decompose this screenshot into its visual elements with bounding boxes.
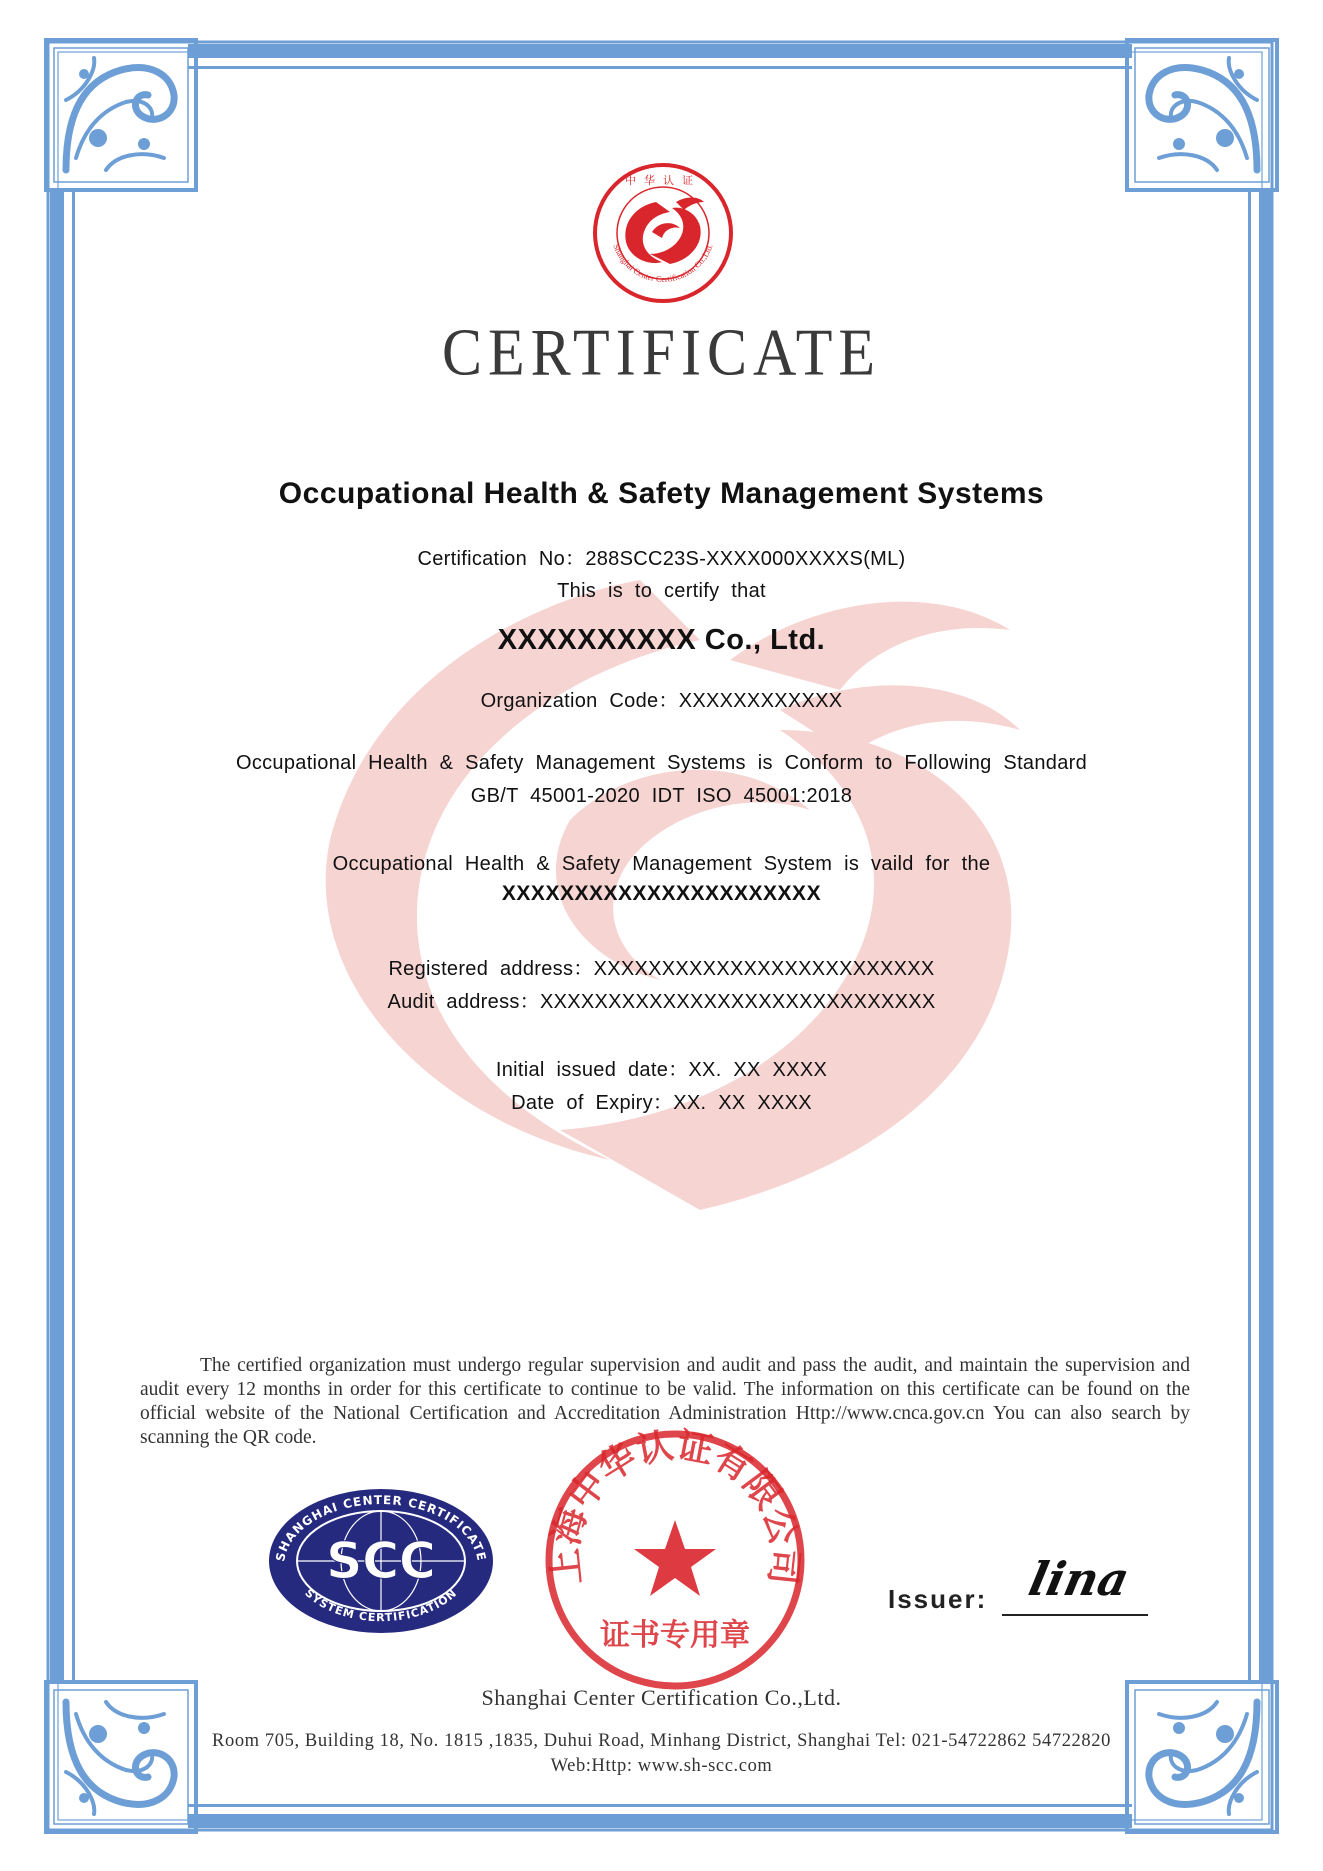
certification-number: Certification No：288SCC23S-XXXX000XXXXS(ML) [417,548,906,570]
registered-address: Registered address：XXXXXXXXXXXXXXXXXXXXXXXXX [388,958,935,980]
signature-line [1002,1614,1148,1616]
scc-globe-logo [266,1486,496,1636]
seal-ring-text: 上海中华认证有限公司 [544,1425,806,1587]
certify-text: This is to certify that [557,580,766,602]
seal-bottom-text: 证书专用章 [600,1618,750,1653]
standard-title: Occupational Health & Safety Management Systems [278,477,1045,510]
issuer-label: Issuer: [888,1584,988,1614]
organization-code: Organization Code：XXXXXXXXXXXX [480,690,843,712]
conform-statement: Occupational Health & Safety Management Systems is Conform to Following Standard [235,752,1088,774]
svg-text:Shanghai Center Certification [611,243,714,284]
valid-for-statement: Occupational Health & Safety Management System is vaild for the [332,853,991,875]
issuer-signature: lina [1024,1552,1134,1606]
scc-ring-top-text: SHANGHAI CENTER CERTIFICATE [273,1492,489,1563]
footer-website: Web:Http: www.sh-scc.com [550,1756,773,1776]
footer-company-name: Shanghai Center Certification Co.,Ltd. [481,1685,842,1710]
footer-address: Room 705, Building 18, No. 1815 ,1835, Duhui Road, Minhang District, Shanghai Tel: 021-54722862 54722820 [212,1731,1111,1751]
official-red-seal-icon [540,1425,810,1695]
audit-address: Audit address：XXXXXXXXXXXXXXXXXXXXXXXXXXXXX [387,991,936,1013]
emblem-ring-text: Shanghai Center Certification Co.,Ltd. [611,242,715,284]
ornamental-corner-icon [46,40,196,190]
scc-ring-bottom-text: SYSTEM CERTIFICATION [302,1586,460,1625]
expiry-date: Date of Expiry：XX. XX XXXX [511,1092,812,1114]
validity-notice: The certified organization must undergo regular supervision and audit and pass the audit, and maintain the supervision and audit every 12 months in order for this certificate to continue to be valid. The information on this certificate can be found on the official website of the National Certification and Accreditation Administration Http://www.cnca.gov.cn You can also search by scanning the QR code. [140,1355,1190,1448]
standard-code: GB/T 45001-2020 IDT ISO 45001:2018 [470,785,853,807]
certificate-title: CERTIFICATE [441,314,882,389]
emblem-chinese-text: 中华认证 [625,174,701,187]
initial-issued-date: Initial issued date：XX. XX XXXX [495,1059,828,1081]
scc-letters: SCC [326,1532,436,1590]
company-name-field: XXXXXXXXXX Co., Ltd. [497,624,826,656]
ornamental-corner-icon [1127,40,1277,190]
certification-scope: XXXXXXXXXXXXXXXXXXXXXX [501,882,822,905]
company-emblem-logo [592,162,734,304]
